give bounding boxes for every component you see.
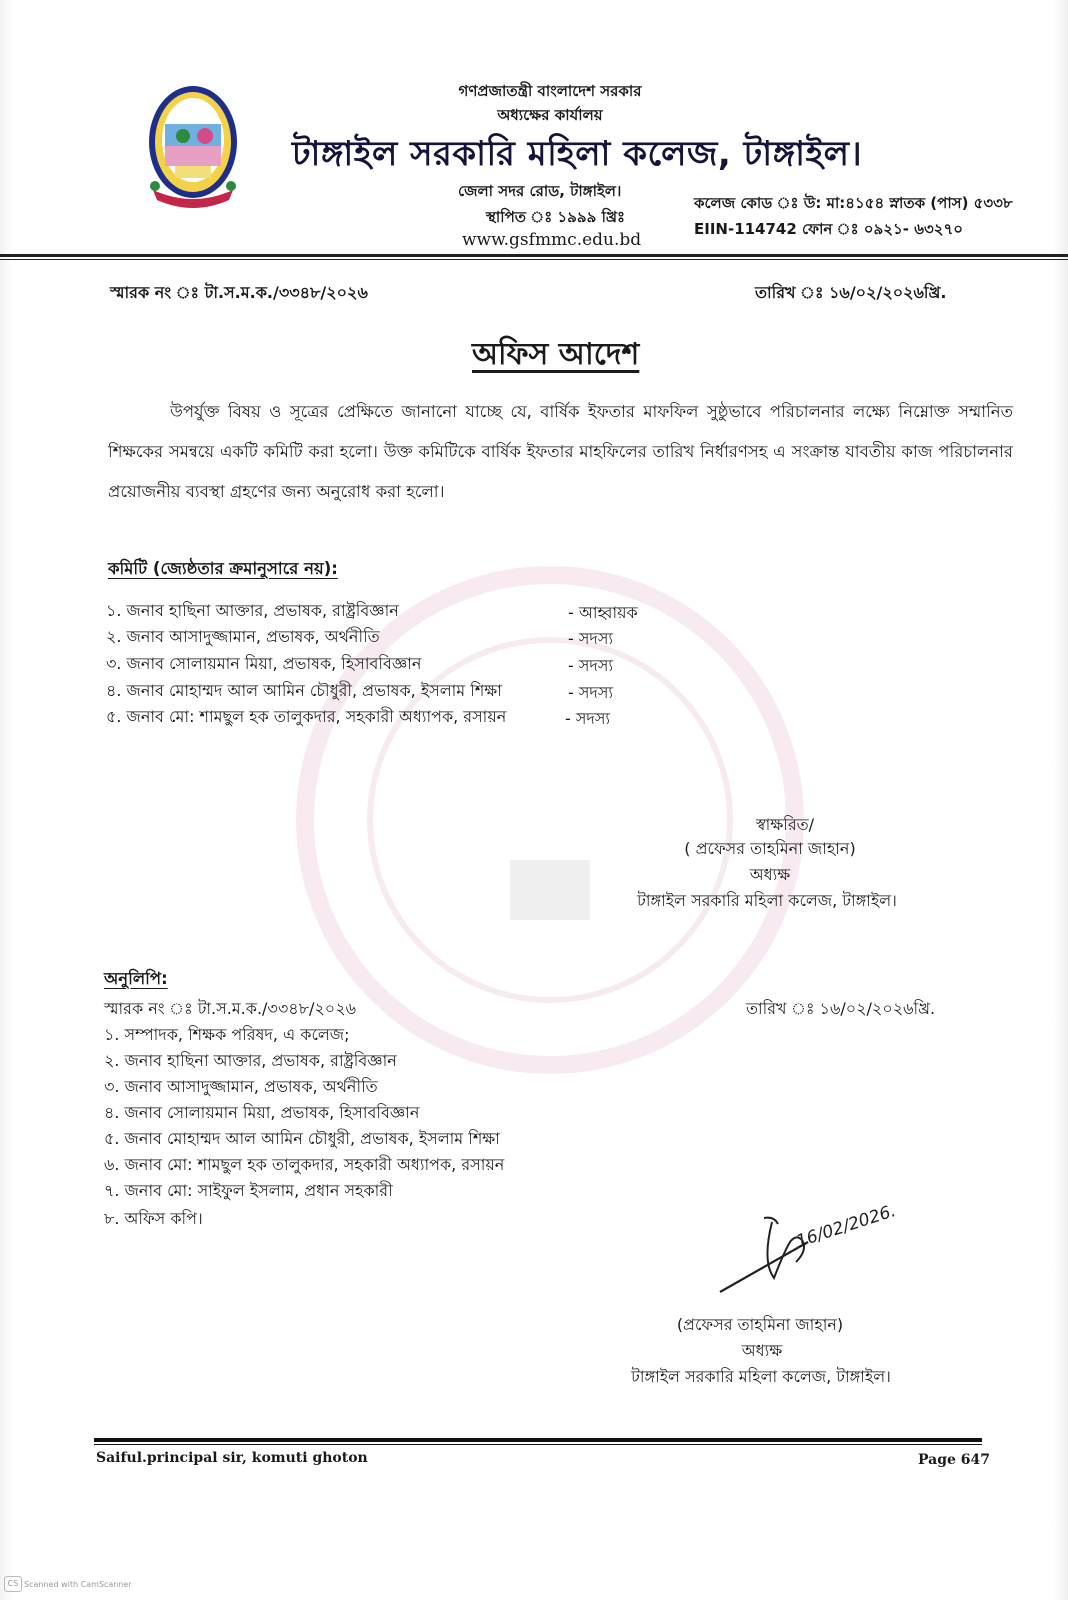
copy-date: তারিখ ঃ ১৬/০২/২০২৬খ্রি. <box>746 999 936 1018</box>
committee-member: ৫. জনাব মো: শামছুল হক তালুকদার, সহকারী অধ্যাপক, রসায়ন <box>106 707 507 726</box>
signatory-institution: টাঙ্গাইল সরকারি মহিলা কলেজ, টাঙ্গাইল। <box>637 891 897 910</box>
copy-item: ৬. জনাব মো: শামছুল হক তালুকদার, সহকারী অধ্যাপক, রসায়ন <box>104 1155 505 1174</box>
header-divider-thin <box>0 259 1068 260</box>
copy-reference: স্মারক নং ঃ টা.স.ম.ক./৩৩৪৮/২০২৬ <box>104 999 357 1018</box>
signatory-name: (প্রফেসর তাহমিনা জাহান) <box>676 1315 844 1334</box>
scanner-mark: Scanned with CamScanner <box>24 1580 132 1589</box>
copy-item: ৩. জনাব আসাদুজ্জামান, প্রভাষক, অর্থনীতি <box>104 1077 378 1096</box>
copy-heading: অনুলিপি: <box>104 969 168 988</box>
page-number: Page 647 <box>918 1452 991 1468</box>
committee-role: - সদস্য <box>568 656 614 675</box>
footer-divider <box>94 1438 982 1442</box>
body-paragraph: উপর্যুক্ত বিষয় ও সূত্রের প্রেক্ষিতে জানানো যাচ্ছে যে, বার্ষিক ইফতার মাফফিল সুষ্ঠুভাবে পরিচালনার লক্ষ্যে নিম্নোক্ত সম্মানিত শিক্ষকের সমন্বয়ে একটি কমিটি করা হলো। উক্ত কমিটিকে বার্ষিক ইফতার মাহফিলের তারিখ নির্ধারণসহ এ সংক্রান্ত যাবতীয় কাজ পরিচালনার প্রয়োজনীয় ব্যবস্থা গ্রহণের জন্য অনুরোধ করা হলো। <box>108 402 1013 501</box>
footer-note: Saiful.principal sir, komuti ghoton <box>96 1450 368 1466</box>
committee-heading: কমিটি (জ্যেষ্ঠতার ক্রমানুসারে নয়): <box>108 559 338 578</box>
committee-member: ২. জনাব আসাদুজ্জামান, প্রভাষক, অর্থনীতি <box>106 627 380 646</box>
committee-role: - সদস্য <box>568 629 614 648</box>
signed-mark: স্বাক্ষরিত/ <box>755 815 815 834</box>
office-line: অধ্যক্ষের কার্যালয় <box>497 106 603 124</box>
committee-role: - সদস্য <box>568 683 614 702</box>
copy-item: ৭. জনাব মো: সাইফুল ইসলাম, প্রধান সহকারী <box>104 1181 393 1200</box>
copy-item: ২. জনাব হাছিনা আক্তার, প্রভাষক, রাষ্ট্রবিজ্ঞান <box>104 1051 397 1070</box>
footer-divider-thin <box>94 1444 982 1445</box>
copy-item: ৮. অফিস কপি। <box>104 1209 203 1228</box>
committee-member: ৪. জনাব মোহাম্মদ আল আমিন চৌধুরী, প্রভাষক, ইসলাম শিক্ষা <box>106 681 502 700</box>
copy-item: ৪. জনাব সোলায়মান মিয়া, প্রভাষক, হিসাববিজ্ঞান <box>104 1103 420 1122</box>
memo-reference: স্মারক নং ঃ টা.স.ম.ক./৩৩৪৮/২০২৬ <box>110 283 368 302</box>
memo-date: তারিখ ঃ ১৬/০২/২০২৬খ্রি. <box>755 283 947 302</box>
committee-role: - আহ্বায়ক <box>568 603 638 622</box>
college-website[interactable]: www.gsfmmc.edu.bd <box>462 230 642 250</box>
government-line: গণপ্রজাতন্ত্রী বাংলাদেশ সরকার <box>458 82 642 100</box>
handwritten-date: 16/02/2026. <box>793 1201 899 1252</box>
eiin-phone: EIIN-114742 ফোন ঃ ০৯২১- ৬৩২৭০ <box>694 220 963 238</box>
committee-member: ৩. জনাব সোলায়মান মিয়া, প্রভাষক, হিসাববিজ্ঞান <box>106 654 422 673</box>
signatory-name: ( প্রফেসর তাহমিনা জাহান) <box>684 839 856 858</box>
copy-item: ৫. জনাব মোহাম্মদ আল আমিন চৌধুরী, প্রভাষক, ইসলাম শিক্ষা <box>104 1129 500 1148</box>
committee-role: - সদস্য <box>565 709 611 728</box>
document-title: অফিস আদেশ <box>472 337 640 372</box>
established-year: স্থাপিত ঃ ১৯৯৯ খ্রিঃ <box>486 208 626 226</box>
camscanner-icon: CS <box>4 1576 22 1592</box>
header-divider <box>0 254 1068 257</box>
college-name: টাঙ্গাইল সরকারি মহিলা কলেজ, টাঙ্গাইল। <box>292 134 863 174</box>
college-logo <box>145 82 241 214</box>
college-code: কলেজ কোড ঃ উ: মা:৪১৫৪ স্নাতক (পাস) ৫৩৩৮ <box>694 194 1013 212</box>
signatory-designation: অধ্যক্ষ <box>749 865 791 884</box>
signatory-designation: অধ্যক্ষ <box>741 1341 783 1360</box>
college-address: জেলা সদর রোড, টাঙ্গাইল। <box>458 182 622 200</box>
copy-item: ১. সম্পাদক, শিক্ষক পরিষদ, এ কলেজ; <box>104 1025 350 1044</box>
signatory-institution: টাঙ্গাইল সরকারি মহিলা কলেজ, টাঙ্গাইল। <box>631 1367 891 1386</box>
committee-member: ১. জনাব হাছিনা আক্তার, প্রভাষক, রাষ্ট্রবিজ্ঞান <box>106 601 399 620</box>
